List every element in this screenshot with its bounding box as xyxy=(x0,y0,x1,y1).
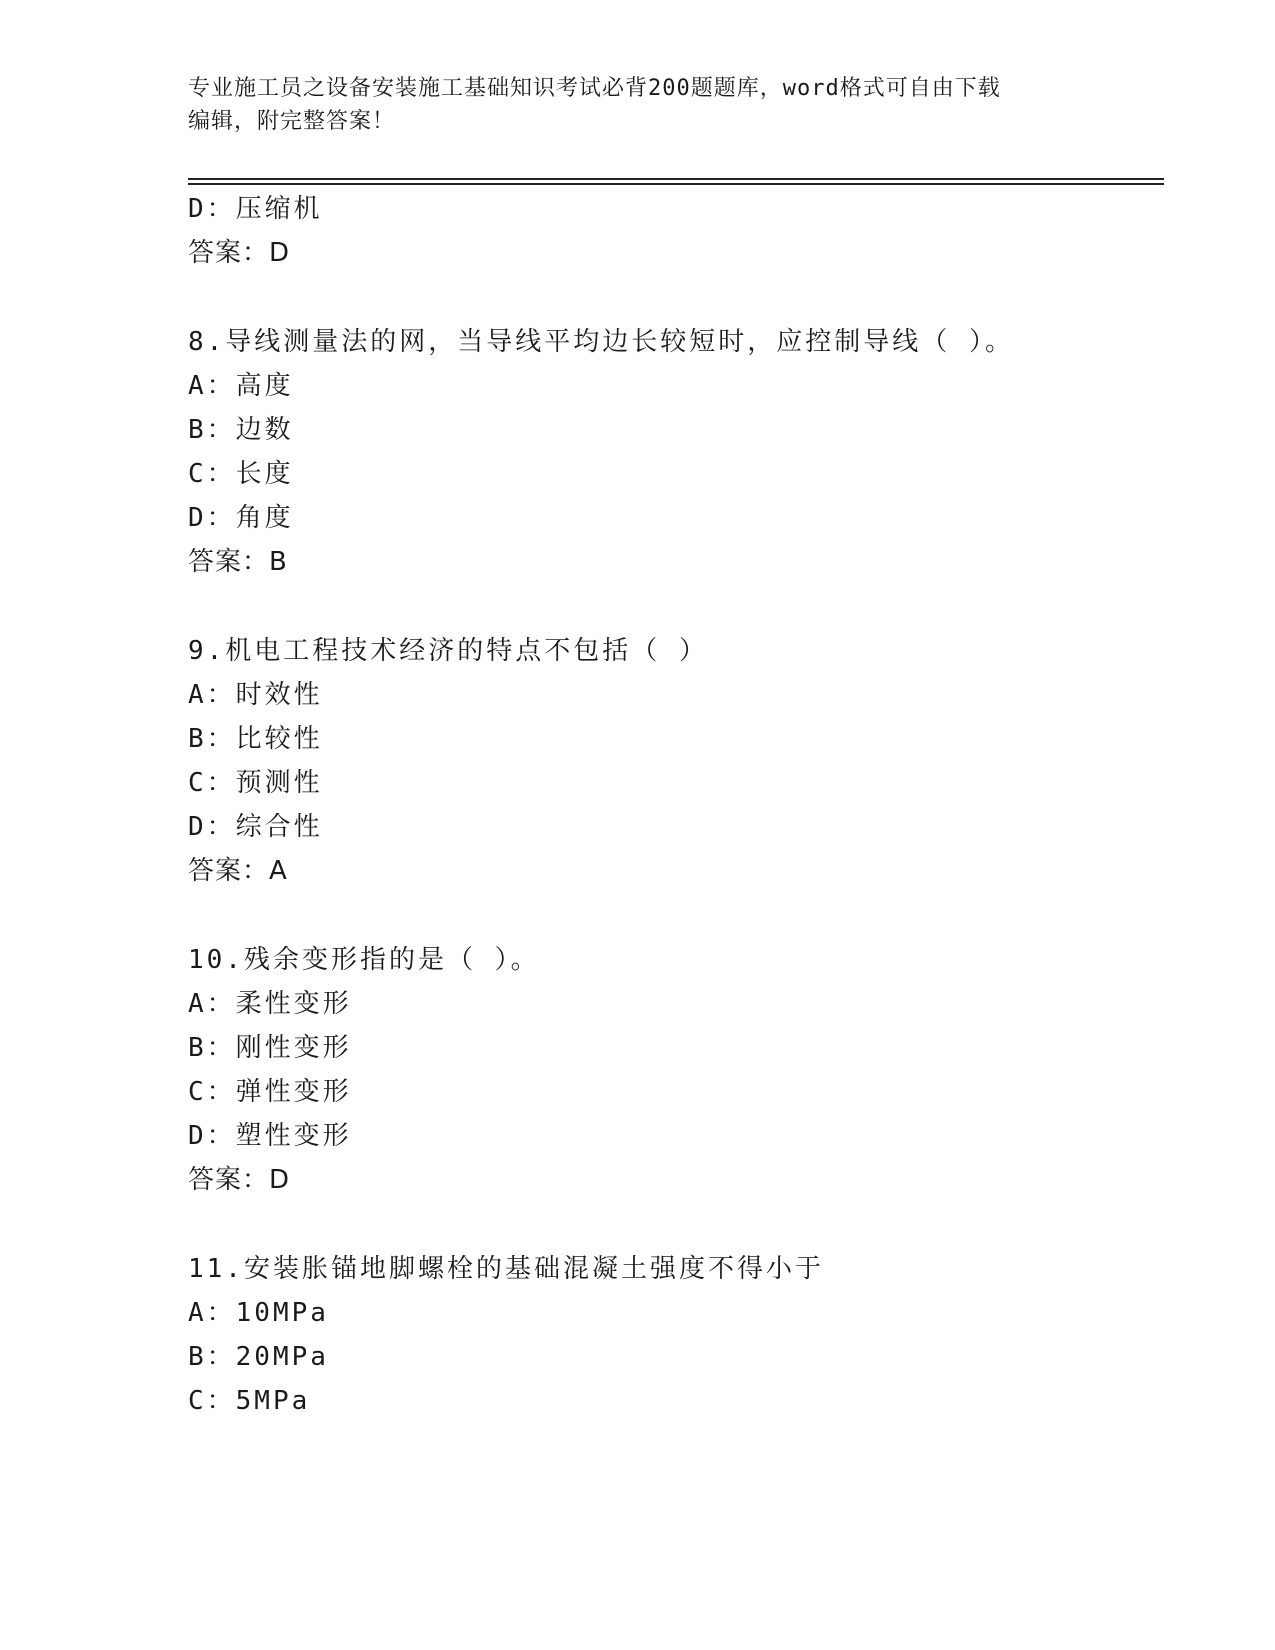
header-title-line1: 专业施工员之设备安装施工基础知识考试必背200题题库，word格式可自由下载 xyxy=(188,76,1001,101)
question-9-option-a: A：时效性 xyxy=(188,680,323,710)
header-title-line2: 编辑，附完整答案！ xyxy=(188,109,396,134)
question-9-stem: 9.机电工程技术经济的特点不包括（ ） xyxy=(188,636,708,666)
question-10-answer: 答案：D xyxy=(188,1165,291,1195)
question-11-option-a: A：10MPa xyxy=(188,1298,329,1328)
question-8-answer: 答案：B xyxy=(188,547,288,577)
question-8-stem: 8.导线测量法的网，当导线平均边长较短时，应控制导线（ ）。 xyxy=(188,327,1014,357)
question-9-option-b: B：比较性 xyxy=(188,724,323,754)
question-10-option-d: D：塑性变形 xyxy=(188,1121,352,1151)
question-10-option-c: C：弹性变形 xyxy=(188,1077,352,1107)
question-9-answer: 答案：A xyxy=(188,856,288,886)
question-9-option-c: C：预测性 xyxy=(188,768,323,798)
question-8-option-d: D：角度 xyxy=(188,503,294,533)
header-divider-bottom xyxy=(188,183,1164,185)
header-divider-top xyxy=(188,178,1164,180)
question-8-option-c: C：长度 xyxy=(188,459,294,489)
question-8-option-a: A：高度 xyxy=(188,371,294,401)
question-8-option-b: B：边数 xyxy=(188,415,294,445)
question-10-option-b: B：刚性变形 xyxy=(188,1033,352,1063)
document-header xyxy=(188,72,1088,138)
question-11-option-c: C：5MPa xyxy=(188,1386,311,1416)
question-9-option-d: D：综合性 xyxy=(188,812,323,842)
question-11-option-b: B：20MPa xyxy=(188,1342,329,1372)
fragment-answer: 答案：D xyxy=(188,238,291,268)
question-11-stem: 11.安装胀锚地脚螺栓的基础混凝土强度不得小于 xyxy=(188,1254,824,1284)
fragment-option-d: D：压缩机 xyxy=(188,194,323,224)
question-10-stem: 10.残余变形指的是（ ）。 xyxy=(188,945,540,975)
question-10-option-a: A：柔性变形 xyxy=(188,989,352,1019)
